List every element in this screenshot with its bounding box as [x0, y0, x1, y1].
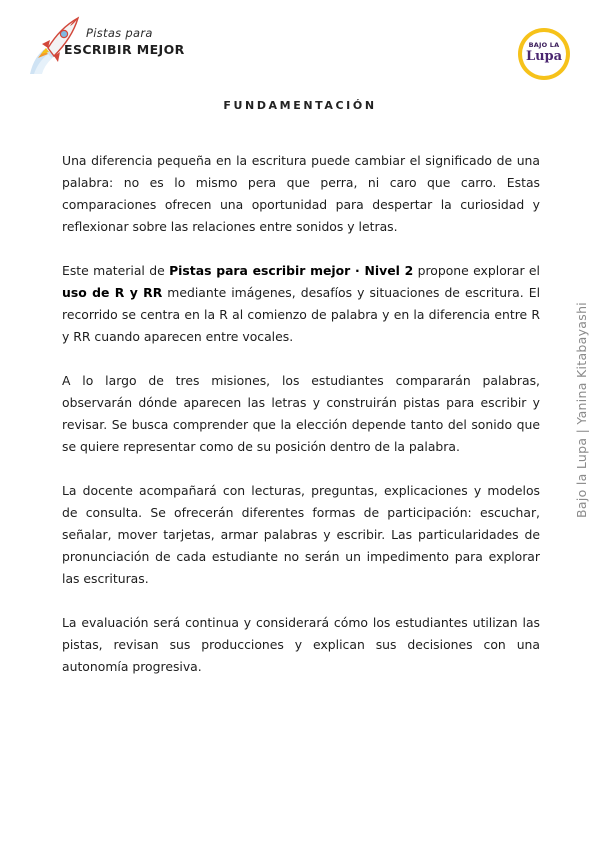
badge-inner — [522, 32, 566, 76]
badge-main-text: Lupa — [525, 49, 563, 64]
body-text — [62, 150, 540, 700]
paragraph-5: La evaluación será continua y considerará cómo los estudiantes utilizan las pistas, revisan sus producciones y explican sus decisiones con una autonomía progresiva. — [62, 615, 540, 674]
p2-bold-title: Pistas para escribir mejor · Nivel 2 — [169, 263, 414, 278]
paragraph-4: La docente acompañará con lecturas, preguntas, explicaciones y modelos de consulta. Se ofrecerán diferentes formas de participación: escuchar, señalar, mover tarjetas, armar palabras y escribir. Las particularidades de pronunciación de cada estudiante no serán un impedimento para explorar las escrituras. — [62, 483, 540, 586]
badge-top-text: BAJO LA — [528, 41, 560, 49]
p2-text-a: Este material de — [62, 263, 170, 278]
p2-text-c: mediante imágenes, desafíos y situaciones de escritura. El recorrido se centra en la R al comienzo de palabra y en la diferencia entre R y RR cuando aparecen entre vocales. — [62, 285, 541, 344]
brand-logo — [24, 12, 184, 78]
p2-bold-topic: uso de R y RR — [62, 285, 163, 300]
brand-line1: Pistas para — [86, 26, 153, 40]
paragraph-2 — [62, 260, 540, 348]
paragraph-1: Una diferencia pequeña en la escritura puede cambiar el significado de una palabra: no es lo mismo pera que perra, ni caro que carro. Estas comparaciones ofrecen una oportunidad para despertar la curiosidad y reflexionar sobre las relaciones entre sonidos y letras. — [62, 153, 540, 234]
paragraph-3: A lo largo de tres misiones, los estudiantes compararán palabras, observarán dónde aparecen las letras y construirán pistas para escribir y revisar. Se busca comprender que la elección depende tanto del sonido que se quiere representar como de su posición dentro de la palabra. — [62, 373, 540, 454]
p2-text-b: propone explorar el — [413, 263, 540, 278]
section-title: FUNDAMENTACIÓN — [223, 99, 377, 112]
bajo-la-lupa-badge — [518, 28, 570, 80]
brand-line2: ESCRIBIR MEJOR — [64, 42, 185, 57]
vertical-credit: Bajo la Lupa | Yanina Kitabayashi — [574, 301, 589, 518]
